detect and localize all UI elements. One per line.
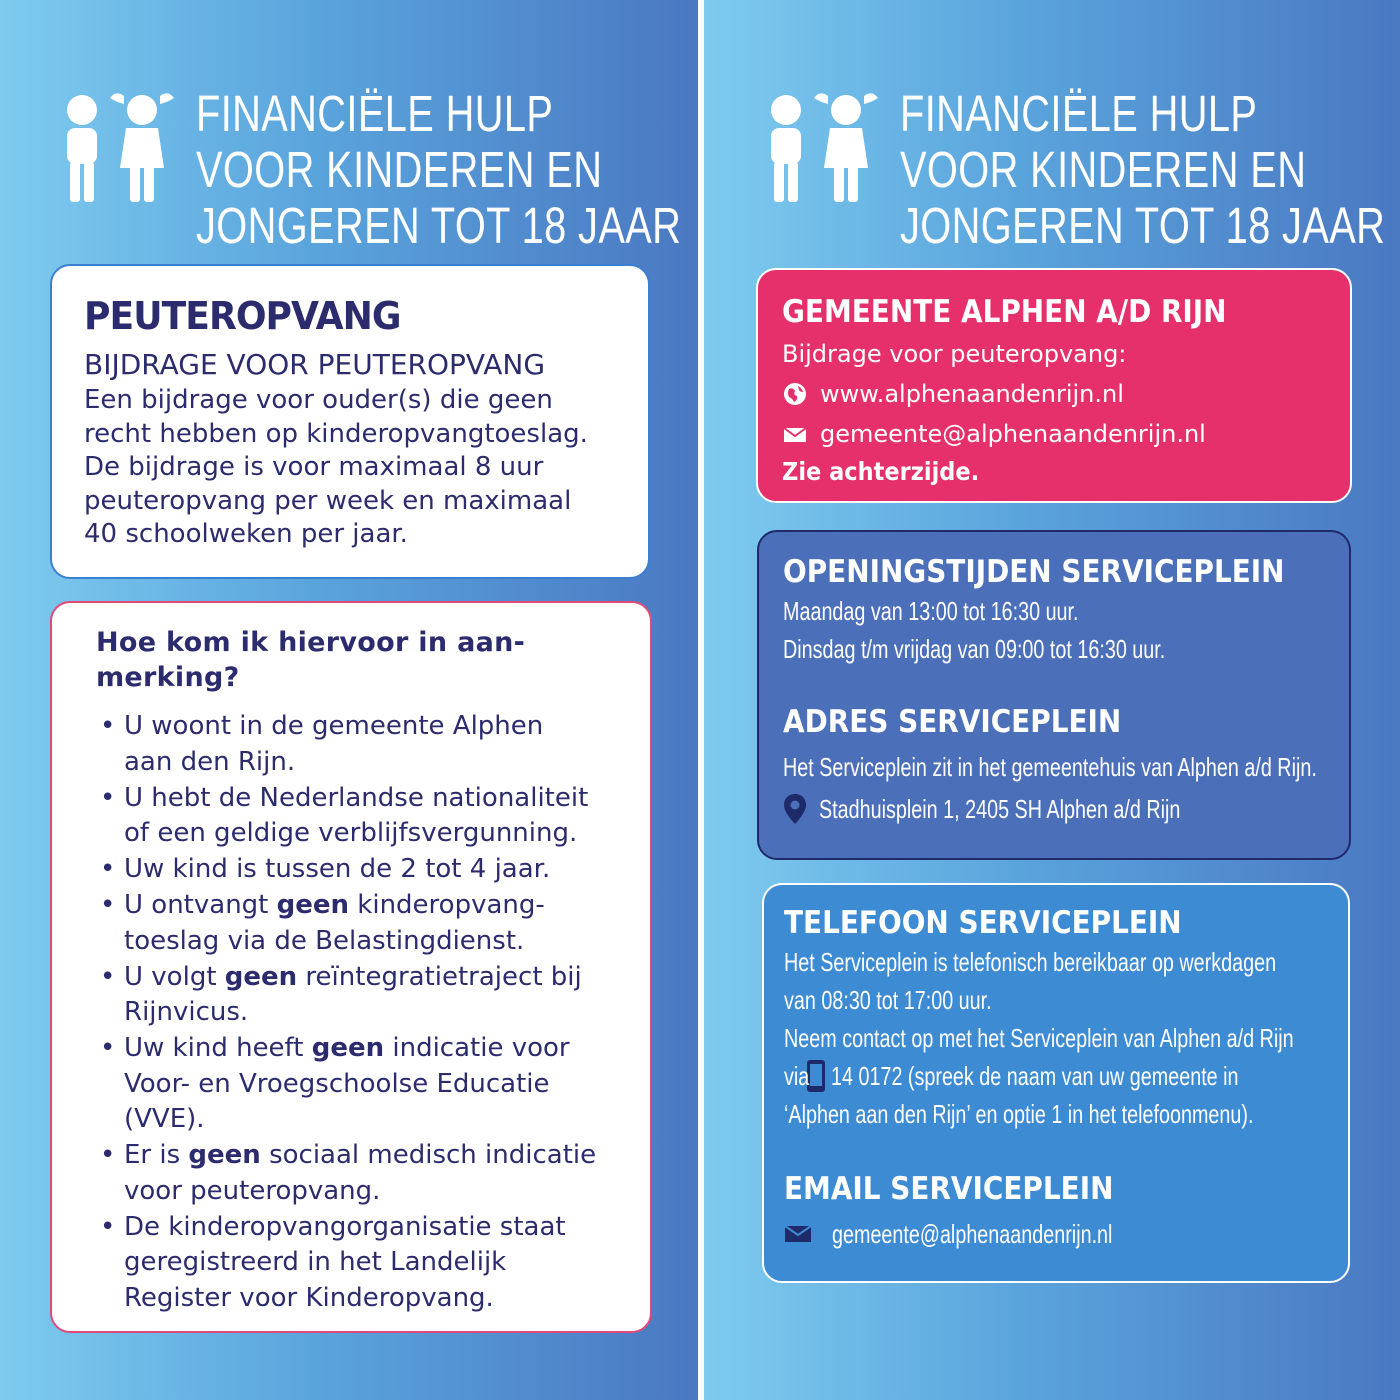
eligibility-card [50, 601, 652, 1333]
list-item: • Er is geen sociaal medisch indicatie voor peuteropvang. [96, 1138, 622, 1209]
address-heading: ADRES SERVICEPLEIN [783, 704, 1122, 740]
children-icon [58, 88, 178, 208]
right-panel [704, 0, 1400, 1400]
email-link[interactable]: gemeente@alphenaandenrijn.nl [820, 420, 1206, 448]
telefoon-heading: TELEFOON SERVICEPLEIN [784, 905, 1182, 941]
email-row[interactable] [784, 1215, 1328, 1253]
list-item: • Uw kind is tussen de 2 tot 4 jaar. [96, 852, 622, 888]
email-link[interactable]: gemeente@alphenaandenrijn.nl [832, 1219, 1113, 1249]
email-row[interactable] [782, 414, 1326, 454]
gemeente-card [756, 268, 1352, 503]
envelope-icon [782, 424, 808, 444]
gemeente-note: Zie achterzijde. [782, 457, 980, 486]
gemeente-subtitle: Bijdrage voor peuteropvang: [782, 340, 1127, 368]
phone-row[interactable] [784, 1057, 1328, 1095]
telefoon-line: van 08:30 tot 17:00 uur. [784, 985, 992, 1015]
website-row[interactable] [782, 374, 1326, 414]
telefoon-line: Neem contact op met het Serviceplein van Alphen a/d Rijn [784, 1023, 1294, 1053]
location-pin-icon [783, 793, 807, 825]
telefoon-card [762, 883, 1350, 1283]
opening-hours-line: Dinsdag t/m vrijdag van 09:00 tot 16:30 uur. [783, 634, 1166, 664]
phone-number[interactable]: 14 0172 (spreek de naam van uw gemeente in [831, 1061, 1239, 1091]
page-title: FINANCIËLE HULP VOOR KINDEREN EN JONGEREN TOT 18 JAAR [196, 85, 682, 254]
phone-menu-info: ‘Alphen aan den Rijn’ en optie 1 in het telefoonmenu). [784, 1099, 1254, 1129]
peuteropvang-heading: PEUTEROPVANG [84, 294, 401, 338]
peuteropvang-card [50, 264, 650, 579]
list-item: • U volgt geen reïntegratietraject bij Rijnvicus. [96, 960, 622, 1031]
openingstijden-card [757, 530, 1351, 860]
page-title: FINANCIËLE HULP VOOR KINDEREN EN JONGEREN TOT 18 JAAR [900, 85, 1386, 254]
opening-hours-line: Maandag van 13:00 tot 16:30 uur. [783, 596, 1079, 626]
phone-prefix: via [784, 1061, 810, 1091]
globe-icon [782, 381, 808, 407]
peuteropvang-subheading: BIJDRAGE VOOR PEUTEROPVANG [84, 348, 546, 381]
address-intro: Het Serviceplein zit in het gemeentehuis van Alphen a/d Rijn. [783, 752, 1317, 782]
envelope-icon [784, 1224, 812, 1244]
peuteropvang-description: Een bijdrage voor ouder(s) die geen recht hebben op kinderopvangtoeslag. De bijdrage is voor maximaal 8 uur peuteropvang per week en maximaal 40 schoolweken per jaar. [84, 385, 588, 549]
address-row [783, 790, 1325, 828]
address-text: Stadhuisplein 1, 2405 SH Alphen a/d Rijn [819, 794, 1181, 824]
openingstijden-heading: OPENINGSTIJDEN SERVICEPLEIN [783, 554, 1285, 590]
eligibility-list [96, 709, 622, 1316]
list-item: • U ontvangt geen kinderopvang- toeslag via de Belastingdienst. [96, 888, 622, 959]
gemeente-heading: GEMEENTE ALPHEN A/D RIJN [782, 294, 1227, 330]
telefoon-line: Het Serviceplein is telefonisch bereikbaar op werkdagen [784, 947, 1277, 977]
email-heading: EMAIL SERVICEPLEIN [784, 1171, 1114, 1207]
list-item: • U hebt de Nederlandse nationaliteit of een geldige verblijfsvergunning. [96, 781, 622, 852]
eligibility-question: Hoe kom ik hiervoor in aan- merking? [96, 627, 526, 693]
list-item: • U woont in de gemeente Alphen aan den Rijn. [96, 709, 622, 780]
list-item: • Uw kind heeft geen indicatie voor Voor- en Vroegschoolse Educatie (VVE). [96, 1031, 622, 1138]
list-item: • De kinderopvangorganisatie staat geregistreerd in het Landelijk Register voor Kinderopvang. [96, 1210, 622, 1317]
website-link[interactable]: www.alphenaandenrijn.nl [820, 380, 1124, 408]
left-panel [0, 0, 698, 1400]
children-icon [762, 88, 882, 208]
